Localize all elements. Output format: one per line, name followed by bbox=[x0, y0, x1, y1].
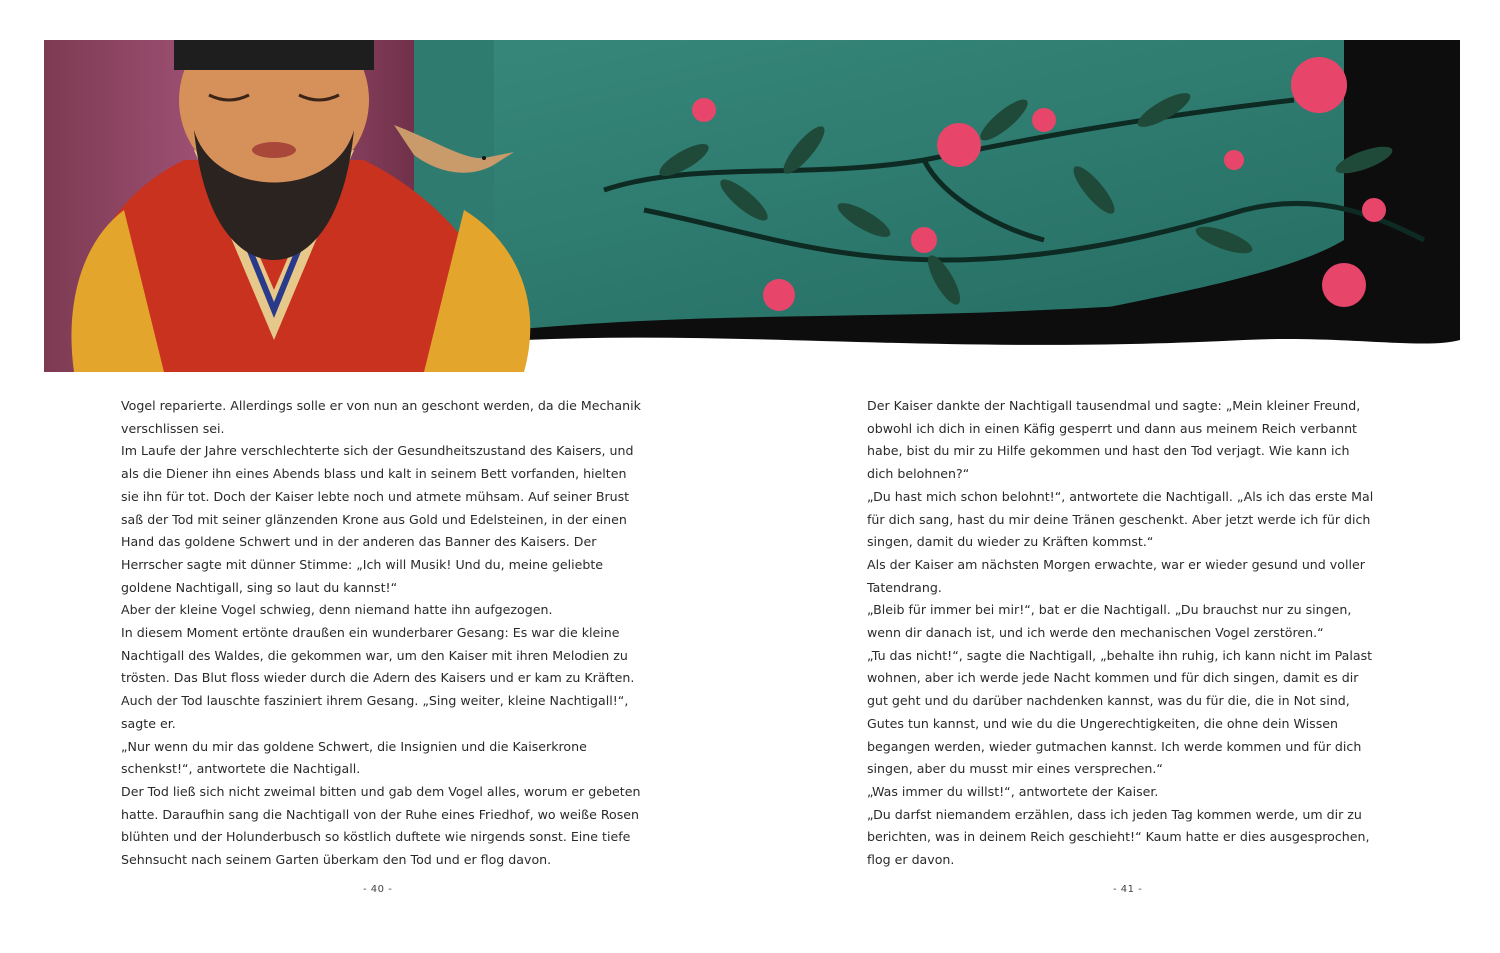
page-number-left: - 40 - bbox=[363, 884, 393, 895]
paragraph: „Du hast mich schon belohnt!“, antwortete die Nachtigall. „Als ich das erste Mal für dich sang, hast du mir deine Tränen geschenkt. Aber jetzt werde ich für dich singen, damit du wieder zu Kräften kommst.“ bbox=[867, 488, 1374, 550]
paragraph: Im Laufe der Jahre verschlechterte sich der Gesundheitszustand des Kaisers, und als die Diener ihn eines Abends blass und kalt in seinem Bett vorfanden, hielten sie ihn für tot. Doch der Kaiser lebte noch und atmete mühsam. Auf seiner Brust saß der Tod mit seiner glänzenden Krone aus Gold und Edelsteinen, in der einen Hand das goldene Schwert und in der anderen das Banner des Kaisers. Der Herrscher sagte mit dünner Stimme: „Ich will Musik! Und du, meine geliebte goldene Nachtigall, sing so laut du kannst!“ bbox=[121, 443, 634, 595]
paragraph: In diesem Moment ertönte draußen ein wunderbarer Gesang: Es war die kleine Nachtigall des Waldes, die gekommen war, um den Kaiser mit ihren Melodien zu trösten. Das Blut floss wieder durch die Adern des Kaisers und er kam zu Kräften. Auch der Tod lauschte fasziniert ihrem Gesang. „Sing weiter, kleine Nachtigall!“, sagte er. bbox=[121, 625, 635, 731]
paragraph: Vogel reparierte. Allerdings solle er von nun an geschont werden, da die Mechanik verschlissen sei. bbox=[121, 398, 641, 436]
paragraph: „Du darfst niemandem erzählen, dass ich jeden Tag kommen werde, um dir zu berichten, was in deinem Reich geschieht!“ Kaum hatte er dies ausgesprochen, flog er davon. bbox=[867, 806, 1370, 868]
paragraph: „Tu das nicht!“, sagte die Nachtigall, „behalte ihn ruhig, ich kann nicht im Palast wohnen, aber ich werde jede Nacht kommen und für dich singen, damit es dir gut geht und du darüber nachdenken kannst, was du für die, die in Not sind, Gutes tun kannst, und wie du die Ungerechtigkeiten, die ohne dein Wissen begangen werden, wieder gutmachen kannst. Ich werde kommen und für dich singen, aber du musst mir eines versprechen.“ bbox=[867, 647, 1373, 777]
right-page-text bbox=[867, 395, 1377, 872]
left-page-text bbox=[121, 395, 641, 872]
paragraph: „Nur wenn du mir das goldene Schwert, die Insignien und die Kaiserkrone schenkst!“, antwortete die Nachtigall. bbox=[121, 738, 587, 777]
paragraph: Aber der kleine Vogel schwieg, denn niemand hatte ihn aufgezogen. bbox=[121, 602, 553, 618]
paragraph: „Was immer du willst!“, antwortete der Kaiser. bbox=[867, 783, 1159, 799]
emperor-nightingale-illustration bbox=[44, 40, 1460, 372]
paragraph: Der Tod ließ sich nicht zweimal bitten und gab dem Vogel alles, worum er gebeten hatte. Daraufhin sang die Nachtigall von der Ruhe eines Friedhof, wo weiße Rosen blühten und der Holunderbusch so köstlich duftete wie nirgends sonst. Eine tiefe Sehnsucht nach seinem Garten überkam den Tod und er flog davon. bbox=[121, 783, 641, 868]
paragraph: Als der Kaiser am nächsten Morgen erwachte, war er wieder gesund und voller Tatendrang. bbox=[867, 556, 1365, 595]
page-number-right: - 41 - bbox=[1113, 884, 1143, 895]
paragraph: Der Kaiser dankte der Nachtigall tausendmal und sagte: „Mein kleiner Freund, obwohl ich dich in einen Käfig gesperrt und dann aus meinem Reich verbannt habe, bist du mir zu Hilfe gekommen und hast den Tod verjagt. Wie kann ich dich belohnen?“ bbox=[867, 398, 1361, 482]
paragraph: „Bleib für immer bei mir!“, bat er die Nachtigall. „Du brauchst nur zu singen, wenn dir danach ist, und ich werde den mechanischen Vogel zerstören.“ bbox=[867, 602, 1352, 641]
